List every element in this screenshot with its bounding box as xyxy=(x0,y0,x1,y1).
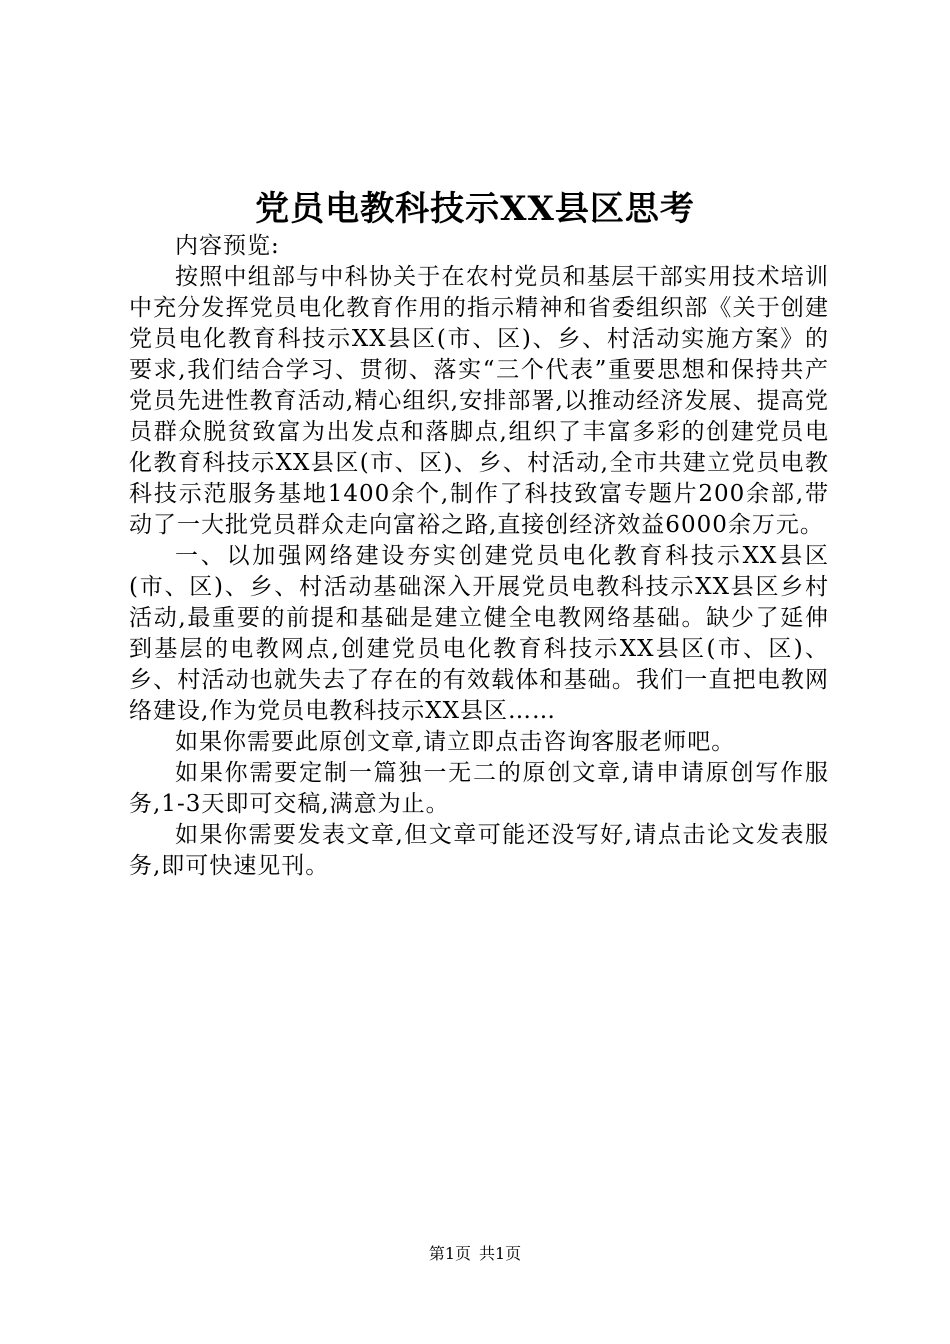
preview-label: 内容预览: xyxy=(175,233,280,259)
body-paragraph-intro: 按照中组部与中科协关于在农村党员和基层干部实用技术培训中充分发挥党员电化教育作用的指示精神和省委组织部《关于创建党员电化教育科技示XX县区(市、区)、乡、村活动实施方案》的要求,我们结合学习、贯彻、落实“三个代表”重要思想和保持共产党员先进性教育活动,精心组织,安排部署,以推动经济发展、提高党员群众脱贫致富为出发点和落脚点,组织了丰富多彩的创建党员电化教育科技示XX县区(市、区)、乡、村活动,全市共建立党员电教科技示范服务基地1400余个,制作了科技致富专题片200余部,带动了一大批党员群众走向富裕之路,直接创经济效益6000余万元。 xyxy=(129,264,829,538)
custom-writing-service-text: 如果你需要定制一篇独一无二的原创文章,请申请原创写作服务,1-3天即可交稿,满意为止。 xyxy=(129,760,829,817)
page-total: 共1页 xyxy=(479,1244,522,1263)
consult-service-text: 如果你需要此原创文章,请立即点击咨询客服老师吧。 xyxy=(175,729,736,755)
document-title: 党员电教科技示XX县区思考 xyxy=(255,189,695,229)
page-number: 第1页 xyxy=(428,1244,471,1263)
page-footer xyxy=(0,1242,950,1266)
document-body xyxy=(129,231,829,882)
body-paragraph-section-one: 一、以加强网络建设夯实创建党员电化教育科技示XX县区(市、区)、乡、村活动基础深入开展党员电教科技示XX县区乡村活动,最重要的前提和基础是建立健全电教网络基础。缺少了延伸到基层的电教网点,创建党员电化教育科技示XX县区(市、区)、乡、村活动也就失去了存在的有效载体和基础。我们一直把电教网络建设,作为党员电教科技示XX县区…… xyxy=(129,543,829,724)
publication-service-text: 如果你需要发表文章,但文章可能还没写好,请点击论文发表服务,即可快速见刊。 xyxy=(129,822,829,879)
